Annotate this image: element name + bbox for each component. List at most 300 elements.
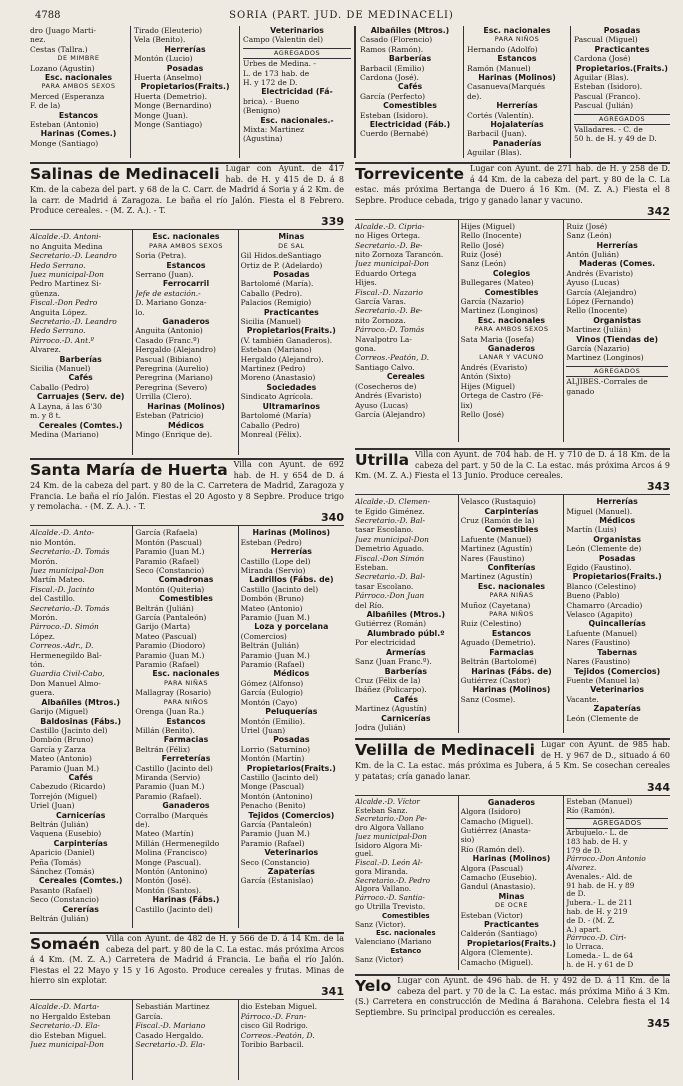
list-item: Aguilar (Blas).	[467, 148, 522, 158]
list-item: Paramio (Rafael).	[135, 791, 202, 801]
list-item: Nares (Faustino)	[566, 638, 631, 648]
list-item: Practicantes	[263, 307, 319, 317]
list-item: Vinos (Tiendas de)	[576, 334, 659, 344]
list-item: Anguita (Antonio)	[135, 326, 203, 336]
list-item: Ferrocarril	[162, 279, 210, 289]
town-description: Villa con Ayunt. de 704 hab. de H. y 710 de D. á 18 Km. de la cabeza del part. y 50 de la C. La estac. más próxima Arcos á 9 Km. (M. Z. A.) Fiesta el 13 Junio. Produce cereales.	[355, 450, 670, 481]
list-item: Esc. nacionales.-	[260, 115, 334, 125]
column	[241, 232, 342, 455]
list-item: ganado	[566, 386, 595, 396]
list-item: Farmacias	[163, 735, 209, 745]
list-item: D. Mariano Gonza-	[135, 298, 207, 308]
list-item: Carnicerías	[381, 713, 431, 723]
top-col-2	[134, 26, 236, 158]
list-item: brica). - Bueno	[243, 96, 300, 106]
list-item: Mallagray (Rosario)	[135, 688, 212, 698]
list-item: Monge (Santiago)	[134, 120, 203, 130]
list-item: Comestibles	[484, 287, 539, 297]
list-item: Camacho (Miguel).	[460, 816, 534, 826]
list-item: Huerta (Anselmo)	[134, 73, 202, 83]
list-item: (Cosecheros de)	[355, 381, 417, 391]
list-item: Veterinarios	[270, 26, 324, 35]
list-item: Castillo (Jacinto del)	[135, 763, 213, 773]
list-item: Martinez (Longinos)	[566, 353, 644, 363]
list-item: Cereales (Comtes.)	[38, 876, 123, 886]
list-item: Urrilla (Clero).	[135, 392, 192, 402]
list-item: Correos.-Peatón, D.	[355, 353, 430, 363]
list-item: Monge (Pascual)	[240, 782, 305, 792]
list-item: Esc. nacionales	[152, 669, 220, 679]
list-item: Jodra (Julián)	[355, 722, 406, 732]
list-item: Harinas (Molinos)	[472, 854, 551, 864]
list-item: García (Nazario)	[460, 297, 524, 307]
list-item: Garijo (Marta)	[135, 622, 191, 632]
list-item: Rello (Inocente)	[566, 306, 628, 316]
list-item: Estanco	[390, 946, 422, 955]
entry-number: 341	[321, 985, 344, 999]
entry-number: 344	[647, 780, 670, 794]
list-item: Electricidad (Fá-	[261, 87, 333, 97]
list-item: PARA AMBOS SEXOS	[41, 82, 116, 91]
section-columns	[30, 525, 344, 928]
list-item: Minas	[278, 232, 305, 242]
list-item: Esc. nacionales	[44, 73, 113, 83]
list-item: Valladares. - C. de	[574, 125, 643, 135]
section-columns	[355, 795, 670, 970]
list-item: Sanz (León)	[460, 259, 507, 269]
list-item: go Utrilla Trevisto.	[355, 901, 426, 911]
list-item: Sebastián Martinez	[135, 1002, 210, 1012]
column	[30, 528, 131, 928]
list-item: Correos.-Peatón, D.	[240, 1030, 315, 1040]
list-item: Sanz (Victor).	[355, 919, 406, 929]
list-item: Por electricidad	[355, 638, 416, 648]
list-item: Paramio (Juan M.)	[240, 613, 310, 623]
list-item: Alcalde.-D. Clemen-	[355, 497, 431, 507]
list-item: Alcalde.-D. Antoni-	[30, 232, 102, 242]
list-item: Pasanto (Rafael)	[30, 885, 93, 895]
list-item: Confiterías	[487, 563, 536, 573]
list-item: Ultramarinos	[262, 401, 320, 411]
list-item: Monge (Santiago)	[30, 138, 99, 148]
entry-number: 342	[647, 204, 670, 218]
list-item: A Layna, á las 6'30	[30, 401, 102, 411]
list-item: hab. de H. y 219	[566, 906, 628, 916]
list-item: lix)	[460, 400, 473, 410]
list-item: Carpinterías	[484, 506, 539, 516]
list-item: Comestibles	[484, 525, 539, 535]
town-name: Velilla de Medinaceli	[355, 741, 535, 759]
top-col-5	[467, 26, 567, 158]
list-item: Alcalde.-D. Marta-	[30, 1002, 100, 1012]
list-item: Ruiz (José)	[460, 250, 502, 259]
list-item: Organistas	[593, 315, 642, 325]
list-item: ALJIBES.-Corrales de	[566, 377, 648, 387]
section-intro	[355, 450, 670, 492]
list-item: Esteban (Manuel)	[566, 797, 633, 806]
list-item: 183 hab. de H. y	[566, 836, 628, 846]
list-item: Juez municipal-Don	[355, 831, 427, 841]
column	[566, 798, 668, 970]
town-name: Salinas de Medinaceli	[30, 165, 220, 183]
list-item: Paramio (Juan M.)	[135, 547, 205, 557]
section-intro	[355, 740, 670, 793]
list-item: García (Alejandro)	[355, 409, 426, 419]
list-item: lo Urraca.	[566, 942, 604, 952]
entry-number: 345	[647, 1016, 670, 1030]
list-item: Camacho (Eusebio).	[460, 873, 537, 883]
list-item: Paramio (Juan M.)	[135, 650, 205, 660]
list-item: Posadas	[273, 735, 310, 745]
list-item: Cuerdo (Bernabé)	[360, 129, 429, 139]
list-item: Pascual (Franco).	[574, 91, 641, 101]
column	[355, 497, 457, 733]
list-item: Juez municipal-Don	[30, 1040, 104, 1049]
list-item: Sanz (León)	[566, 231, 612, 241]
list-item: Cafés	[397, 82, 423, 92]
list-item: Hernando (Adolfo)	[467, 44, 538, 54]
column	[241, 528, 342, 928]
list-item: Colegios	[492, 268, 531, 278]
list-item: Millán (Benito).	[135, 725, 195, 735]
list-item: Comestibles	[159, 594, 213, 604]
list-item: Baldosinas (Fábs.)	[40, 716, 122, 726]
list-item: Fiscal.-D. Nazario	[355, 287, 423, 297]
list-item: Merced (Esperanza	[30, 91, 105, 101]
column	[135, 1002, 236, 1080]
list-item: Sanz (Juan Franc.º).	[355, 657, 432, 667]
section-columns	[355, 219, 670, 442]
list-item: Caballo (Pedro)	[240, 420, 300, 430]
list-item: Esc. nacionales	[483, 26, 551, 35]
list-item: Fiscal.-D. Mariano	[135, 1021, 206, 1031]
list-item: Mateo (Antonio)	[30, 754, 92, 764]
list-item: Uriel (Juan)	[240, 725, 286, 735]
list-item: nio Montón.	[30, 537, 76, 547]
list-item: Ortega de Castro (Fé-	[460, 391, 544, 401]
list-item: Mateo (Martín)	[135, 829, 194, 839]
list-item: Secretario.-D. Pedro	[355, 875, 431, 885]
list-item: Electricidad (Fáb.)	[369, 120, 451, 130]
top-col-6	[574, 26, 670, 158]
list-item: Farmacias	[489, 647, 534, 657]
column	[135, 528, 236, 928]
list-item: Avenales.- Ald. de	[566, 871, 633, 881]
list-item: Penacho (Benito)	[240, 801, 306, 811]
list-item: Párroco.-D. Ant.º	[30, 335, 95, 345]
list-item: Hojalaterías	[490, 120, 544, 130]
list-item: Gandul (Anastasio).	[460, 882, 536, 892]
list-item: Montón (Antonino)	[240, 791, 313, 801]
list-item: Secretario.-D. Ela-	[30, 1021, 100, 1031]
list-item: Cafés	[68, 373, 93, 383]
list-item: Campo (Valentin del)	[243, 35, 324, 45]
list-item: Veterinarios	[590, 685, 645, 695]
column	[30, 232, 131, 455]
list-item: nito Zornoza Tarancón.	[355, 250, 444, 259]
section-velilla-de-medinaceli	[355, 738, 670, 970]
list-item: Ramón (Manuel)	[467, 63, 531, 73]
top-col-4	[360, 26, 460, 158]
list-item: Morón.	[30, 613, 58, 623]
list-item: López (Fernando)	[566, 297, 634, 307]
list-item: Esteban (Patricio)	[135, 411, 204, 421]
list-item: Veterinarios	[264, 848, 319, 858]
column	[355, 798, 457, 970]
list-item: Harinas (Molinos)	[252, 528, 331, 538]
list-item: Andrés (Evaristo)	[460, 362, 528, 372]
list-item: Esteban (Mariano)	[240, 345, 312, 355]
list-item: Herrerías	[164, 44, 206, 54]
list-item: 179 de D.	[566, 845, 602, 855]
list-item: guera.	[30, 688, 55, 698]
list-item: Río (Ramón).	[566, 805, 615, 815]
list-item: Harinas (Comes.)	[40, 129, 117, 139]
list-item: Sicilia (Manuel)	[30, 364, 91, 374]
list-item: Beltrán (Julián)	[135, 603, 194, 613]
list-item: García (Nazario)	[566, 344, 630, 354]
list-item: Harinas (Fábs.)	[152, 895, 220, 905]
list-item: García (Estanislao)	[240, 876, 314, 886]
list-item: Jubera.- L. de 211	[566, 898, 633, 908]
page-header	[0, 6, 683, 24]
list-item: Montón (José).	[135, 876, 192, 886]
list-item: Pedro Martinez Si-	[30, 279, 102, 289]
list-item: no Hergaldo Esteban	[30, 1011, 111, 1021]
list-item: Armerías	[385, 647, 426, 657]
list-item: Algora Vallano.	[355, 884, 412, 894]
list-item: García (Pantaleón)	[135, 613, 207, 623]
list-item: Morón.	[30, 556, 58, 566]
list-item: Paramio (Rafael)	[240, 838, 305, 848]
list-item: Barbacil (Emilio)	[360, 63, 425, 73]
town-name: Santa María de Huerta	[30, 461, 228, 479]
list-item: Esteban (Pedro)	[240, 537, 302, 547]
top-col-1	[30, 26, 127, 158]
column	[566, 497, 668, 733]
list-item: (V. también Ganaderos).	[240, 335, 333, 345]
list-item: Comestibles	[383, 101, 437, 111]
list-item: de D.	[566, 889, 586, 899]
list-item: de).	[467, 91, 482, 101]
list-item: Miranda (Servio)	[135, 772, 201, 782]
list-item: Dombón (Bruno)	[240, 594, 304, 604]
list-item: Aguado (Demetrio).	[460, 638, 536, 648]
list-item: del Río.	[355, 600, 384, 610]
list-item: h. de H. y 61 de D	[566, 959, 634, 969]
list-item: AGREGADOS	[243, 48, 351, 59]
list-item: Caballo (Pedro)	[30, 382, 90, 392]
list-item: García.	[135, 1011, 163, 1021]
list-item: Toribio Barbacil.	[240, 1040, 304, 1049]
list-item: de D. - (M. Z.	[566, 915, 615, 925]
list-item: Propietarios(Fraits.)	[246, 326, 336, 336]
list-item: Posadas	[166, 63, 204, 73]
list-item: tón.	[30, 660, 45, 670]
list-item: García Varas.	[355, 297, 406, 307]
list-item: Zapaterías	[267, 867, 315, 876]
column	[566, 222, 668, 442]
list-item: Vela (Benito).	[134, 35, 186, 45]
list-item: Antón (Sixto)	[460, 372, 511, 382]
list-item: Hijes (Miguel)	[460, 221, 515, 231]
list-item: Secretario.-D. Leandro Hedo Serrano.	[30, 317, 117, 336]
town-name: Somaén	[30, 935, 100, 953]
list-item: Alcalde.-D. Cipria-	[355, 221, 425, 231]
list-item: Montón (Martín)	[240, 754, 305, 764]
entry-number: 339	[321, 215, 344, 229]
list-item: Peregrina (Mariano)	[135, 373, 213, 383]
list-item: Valenciano (Mariano	[355, 937, 432, 947]
list-item: tasar Escolano.	[355, 581, 414, 591]
list-item: Calderón (Santiago)	[460, 929, 538, 939]
list-item: Esc. nacionales	[477, 581, 546, 591]
list-item: LANAR Y VACUNO	[479, 353, 544, 362]
list-item: Carruajes (Serv. de)	[36, 392, 125, 402]
list-item: te Egido Giménez.	[355, 506, 425, 516]
list-item: Martinez (Pedro)	[240, 364, 306, 374]
list-item: Ramos (Ramón).	[360, 44, 424, 54]
list-item: Ortiz de P. (Adelardo)	[240, 260, 323, 270]
list-item: Párroco.-Don Antonio Alvarez.	[566, 854, 646, 873]
list-item: Chamarro (Arcadio)	[566, 600, 643, 610]
list-item: Cardona (José)	[574, 54, 631, 64]
list-item: Paramio (Juan M.)	[240, 829, 310, 839]
list-item: Torrejón (Miguel)	[30, 791, 97, 801]
list-item: Estancos	[491, 628, 532, 638]
list-item: Secretario.-D. Leandro Hedo Serrano.	[30, 251, 117, 270]
list-item: Beltrán (Julián)	[30, 819, 89, 829]
list-item: Esteban (Victor)	[460, 910, 523, 920]
list-item: Cruz (Félix de la)	[355, 675, 421, 685]
list-item: Pascual (Bibiano)	[135, 354, 202, 364]
list-item: Algora (Isidoro)	[460, 807, 521, 817]
list-item: nito Zornoza.	[355, 315, 406, 325]
list-item: Sánchez (Tomás)	[30, 867, 95, 876]
list-item: Harinas (Molinos)	[478, 73, 556, 83]
list-item: Estancos	[58, 110, 99, 120]
section-somaen	[30, 932, 344, 1080]
list-item: Fuente (Manuel la)	[566, 675, 640, 685]
page-number: 4788	[35, 10, 61, 21]
list-item: 50 h. de H. y 49 de D.	[574, 134, 657, 144]
list-item: Casado (Florencio)	[360, 35, 433, 45]
town-name: Torrevicente	[355, 165, 465, 183]
list-item: Hijes.	[355, 278, 377, 288]
list-item: Nares (Faustino)	[460, 553, 525, 563]
list-item: Pascual (Julián)	[574, 101, 634, 111]
list-item: (Agustina)	[243, 134, 283, 144]
town-description: Lugar con Ayunt. de 496 hab. de H. y 492 de D. á 11 Km. de la cabeza del part. y 70 de la C. La estac. más próxima Miño á 3 Km. (S.) Carretera en construcción de Medina á Barahona. Celebra fiesta el 14 Septiembre. Su principal producción es cereales.	[355, 976, 670, 1017]
list-item: Fiscal.-D. León Al-	[355, 858, 423, 868]
list-item: Garijo (Miguel)	[30, 707, 89, 717]
town-description: Lugar con Ayunt. de 271 hab. de H. y 258 de D. á 44 Km. de la cabeza del part. y 80 de la C. La estac. más próxima Bertanga de Duero á 16 Km. (M. Z. A.) Fiesta el 8 Sepbre. Produce cebada, trigo y ganado lanar y vacuno.	[355, 164, 670, 205]
entry-number: 340	[321, 511, 344, 525]
list-item: Andrés (Evaristo)	[566, 268, 634, 278]
list-item: güenza.	[30, 288, 60, 298]
list-item: Peregrina (Severo)	[135, 382, 208, 392]
list-item: Lomeda.- L. de 64	[566, 950, 634, 960]
list-item: Barberías	[388, 54, 432, 64]
list-item: Moreno (Anastasio)	[240, 373, 316, 383]
list-item: Herrerías	[496, 101, 538, 111]
list-item: Tejidos (Comercios)	[574, 666, 661, 676]
list-item: Cruz (Ramón de la)	[460, 516, 535, 525]
list-item: Párroco.-D. Ciri-	[566, 933, 627, 943]
running-head: SORIA (PART. JUD. DE MEDINACELI)	[229, 10, 454, 21]
column	[241, 1002, 342, 1080]
column	[461, 798, 563, 970]
list-item: Seco (Constancio)	[30, 895, 99, 905]
list-item: Urbes de Medina. -	[243, 59, 316, 69]
list-item: Andrés (Evaristo)	[355, 391, 422, 401]
list-item: Fiscal.-Don Pedro	[30, 298, 98, 308]
list-item: Castillo (Jacinto del)	[30, 725, 108, 735]
list-item: Hergaldo (Alejandro).	[240, 354, 324, 364]
list-item: Monge (Juan).	[134, 110, 189, 120]
list-item: Algora (Pascual)	[460, 863, 524, 873]
list-item: Uriel (Juan)	[30, 801, 75, 811]
list-item: Cortés (Valentín).	[467, 110, 534, 120]
list-item: gora Miranda.	[355, 866, 408, 876]
list-item: 91 hab. de H. y 89	[566, 880, 635, 890]
town-description: Lugar con Ayunt. de 417 hab. de H. y 415 de D. á 8 Km. de la cabeza del part. y 68 de la C. Carr. de Madrid á Soria y á 2 Km. de la carr. de Madrid á Zaragoza. Le baña el río Jalón. Fiesta el 8 Febrero. Produce cereales. - (M. Z. A.). - T.	[30, 164, 344, 216]
list-item: López.	[30, 631, 56, 641]
list-item: Estancos	[497, 54, 537, 64]
list-item: García (Pantaleón)	[240, 819, 312, 829]
list-item: Montón (Santos).	[135, 885, 202, 895]
list-item: dro (Juago Marti-	[30, 26, 96, 35]
list-item: Bullegares (Mateo)	[460, 278, 534, 288]
list-item: Secretario.-D. Be-	[355, 240, 423, 250]
list-item: Orenga (Juan Ra.)	[135, 707, 205, 717]
list-item: Sata Maria (Josefa)	[460, 334, 535, 344]
town-name: Yelo	[355, 977, 392, 995]
list-item: Párroco.-D. Simón	[30, 622, 99, 632]
list-item: Lafuente (Manuel)	[460, 534, 532, 544]
list-item: Paramio (Juan M.)	[30, 763, 100, 773]
list-item: Harinas (Molinos)	[472, 685, 551, 695]
list-item: Pascual (Miguel)	[574, 35, 638, 45]
list-item: Río (Ramón del).	[460, 844, 525, 854]
list-item: Velasco (Rustaquio)	[460, 497, 536, 507]
list-item: Ladrillos (Fábs. de)	[249, 575, 334, 585]
list-item: Sanz (Cosme).	[460, 694, 516, 704]
list-item: Albañiles (Mtros.)	[370, 26, 450, 35]
list-item: L. de 173 hab. de	[243, 68, 310, 78]
list-item: Lorrio (Saturnino)	[240, 744, 311, 754]
list-item: Bartolomé (María)	[240, 411, 312, 421]
list-item: Montón (Lucio)	[134, 54, 193, 64]
list-item: Lafuente (Manuel)	[566, 628, 637, 638]
list-item: Carnicerías	[55, 810, 106, 820]
list-item: Soria (Petra).	[135, 251, 187, 261]
list-item: Martinez (Agustín)	[460, 572, 533, 582]
list-item: Secretario.-D. Bal-	[355, 516, 426, 525]
section-santa-maria-de-huerta	[30, 458, 344, 928]
list-item: del Castillo.	[30, 594, 76, 604]
list-item: Juez municipal-Don	[30, 270, 104, 279]
section-yelo	[355, 974, 670, 1049]
list-item: Mingo (Enrique de).	[135, 429, 213, 439]
section-utrilla	[355, 448, 670, 733]
list-item: Vacante.	[566, 694, 599, 704]
list-item: Ganaderos	[162, 801, 210, 811]
list-item: Montón (Quiteria)	[135, 584, 205, 594]
list-item: Comadronas	[158, 575, 214, 585]
list-item: Ganaderos	[487, 344, 536, 354]
column	[461, 222, 563, 442]
